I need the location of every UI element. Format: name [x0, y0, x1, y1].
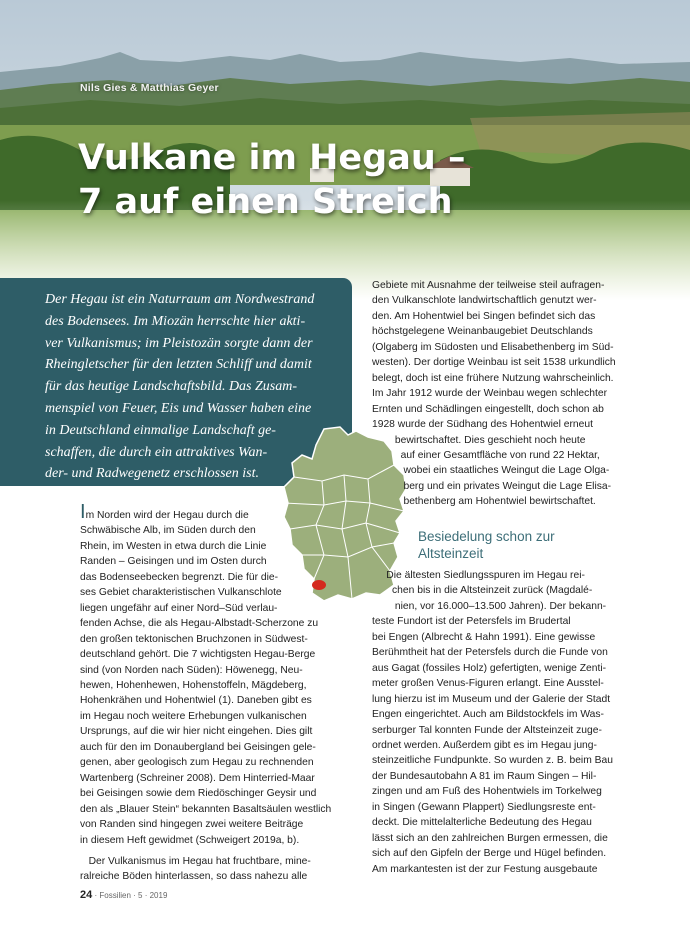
text-line: sind (von Norden nach Süden): Höwenegg, Neu-: [80, 664, 303, 676]
text-line: den als „Blauer Stein“ bekannten Basaltsäulen westlich: [80, 803, 332, 815]
text-line: fenden Achse, die als Hegau-Albstadt-Scherzone zu: [80, 618, 319, 630]
right-column-bottom: [372, 568, 630, 877]
text-line: von Randen sind hingegen zwei weitere Beiträge: [80, 819, 304, 831]
section-heading: [418, 528, 618, 562]
text-line: ralreiche Böden hinterlassen, so dass nahezu alle: [80, 871, 308, 883]
text-line: Ernten und Schädlingen eingestellt, doch schon ab: [372, 403, 604, 415]
text-line: nien, vor 16.000–13.500 Jahren). Der bekann-: [372, 600, 607, 612]
text-line: der Bundesautobahn A 81 im Raum Singen – Hil-: [372, 770, 597, 782]
text-line: 1928 wurde der Südhang des Hohentwiel erneut: [372, 419, 593, 431]
text-line: den Vulkanschlote landwirtschaftlich genutzt wer-: [372, 295, 597, 307]
text-line: auf einer Gesamtfläche von rund 22 Hektar,: [372, 449, 600, 461]
text-line: Engen eingerichtet. Auch am Bildstockfels im Was-: [372, 709, 604, 721]
text-line: ordnet werden. Außerdem gibt es im Hegau jung-: [372, 739, 597, 751]
text-line: auch für den im Donaubergland bei Geisingen gele-: [80, 741, 316, 753]
text-line: hewen, Hohenhewen, Hohenstoffeln, Mägdeberg,: [80, 679, 307, 691]
text-line: (Olgaberg im Südosten und Elisabethenberg im Süd-: [372, 341, 614, 353]
text-line: den. Am Hohentwiel bei Singen befindet sich das: [372, 310, 596, 322]
text-line: ses Gebiet charakteristischen Vulkanschlote: [80, 587, 282, 599]
text-line: in diesem Heft gewidmet (Schweigert 2019a, b).: [80, 834, 300, 846]
text-line: meter großen Venus-Figuren erlangt. Eine Ausstel-: [372, 678, 604, 690]
text-line: belegt, doch ist eine frühere Nutzung wahrscheinlich.: [372, 372, 614, 384]
journal-info: · Fossilien · 5 · 2019: [94, 891, 168, 900]
text-line: berg und ein privates Weingut die Lage Elisa-: [372, 480, 612, 492]
text-line: Gebiete mit Ausnahme der teilweise steil aufragen-: [372, 280, 605, 291]
text-line: zingen und am Fuß des Hohentwiels im Torkelweg: [372, 786, 602, 798]
text-line: aus Gagat (fossiles Holz) gefertigten, wenige Zenti-: [372, 662, 607, 674]
text-line: Hohenkrähen und Hohentwiel (1). Daneben gibt es: [80, 695, 312, 707]
text-line: teste Fundort ist der Petersfels im Brudertal: [372, 616, 571, 628]
text-line: liegen ungefähr auf einer Nord–Süd verlau-: [80, 602, 278, 614]
title-line-1: Vulkane im Hegau –: [78, 138, 466, 178]
text-line: wobei ein staatliches Weingut die Lage Olga-: [372, 465, 610, 477]
text-line: Randen – Geisingen und im Osten durch: [80, 556, 267, 568]
left-column: [80, 501, 335, 885]
text-line: im Hegau noch weitere Erhebungen vulkanischen: [80, 710, 307, 722]
title-line-2: 7 auf einen Streich: [78, 182, 453, 222]
page-number: 24: [80, 889, 93, 901]
text-line: Am markantesten ist der zur Festung ausgebaute: [372, 863, 598, 875]
intro-line: der- und Radwegenetz erschlossen ist.: [45, 466, 259, 482]
text-line: Berühmtheit hat der Petersfels durch die Funde von: [372, 647, 608, 659]
intro-line: schaffen, die durch ein attraktives Wan-: [45, 444, 268, 460]
text-line: deutschland gehört. Die 7 wichtigsten Hegau-Berge: [80, 649, 316, 661]
text-line: höchstgelegene Weinanbaugebiet Deutschlands: [372, 326, 593, 338]
text-line: [80, 501, 335, 523]
intro-line: Rheingletscher für den letzten Schliff und damit: [45, 357, 312, 373]
text-line: bei Engen (Albrecht & Hahn 1991). Eine gewisse: [372, 631, 596, 643]
text-line: chen bis in die Altsteinzeit zurück (Magdalé-: [372, 585, 593, 597]
text-line: Ursprungs, auf die wir hier nicht eingehen. Dies gilt: [80, 726, 313, 738]
text-line: deckt. Die mittelalterliche Bedeutung des Hegau: [372, 817, 592, 829]
intro-line: des Bodensees. Im Miozän herrschte hier akti-: [45, 313, 306, 329]
text-line: bewirtschaftet. Dies geschieht noch heute: [372, 434, 586, 446]
intro-line: Der Hegau ist ein Naturraum am Nordwestrand: [45, 292, 315, 307]
article-title: [78, 136, 465, 224]
intro-line: ver Vulkanismus; im Pleistozän sorgte dann der: [45, 335, 313, 351]
text-line: das Bodenseebecken begrenzt. Die für die-: [80, 571, 279, 583]
intro-line: menspiel von Feuer, Eis und Wasser haben eine: [45, 400, 312, 416]
text-line: Wartenberg (Schreiner 2008). Dem Hinterried-Maar: [80, 772, 315, 784]
page-footer: [80, 889, 167, 901]
authors-line: Nils Gies & Matthias Geyer: [80, 82, 219, 94]
drop-cap: I: [80, 501, 86, 523]
text-line: Rhein, im Westen in etwa durch die Linie: [80, 540, 267, 552]
text-line: genen, aber geologisch zum Hegau zu rechnenden: [80, 757, 314, 769]
text-line: westen). Der dortige Weinbau ist seit 1538 urkundlich: [372, 357, 616, 369]
text-line: bei Geisingen sowie dem Riedöschinger Geysir und: [80, 788, 317, 800]
text-line: Schwäbische Alb, im Süden durch den: [80, 525, 256, 537]
text-line: den großen tektonischen Bruchzonen in Südwest-: [80, 633, 308, 645]
right-column-top: [372, 278, 630, 510]
text-line: in Singen (Gewann Plappert) Siedlungsreste ent-: [372, 801, 596, 813]
text-line: serburger Tal konnten Funde der Altsteinzeit zuge-: [372, 724, 602, 736]
first-line-text: m Norden wird der Hegau durch die: [85, 510, 249, 521]
heading-line-1: Besiedelung schon zur: [418, 529, 555, 544]
text-line: lung hierzu ist im Museum und der Galerie der Stadt: [372, 693, 611, 705]
text-line: Im Jahr 1912 wurde der Weinbau wegen schlechter: [372, 388, 608, 400]
text-line: Der Vulkanismus im Hegau hat fruchtbare, mine-: [80, 855, 311, 867]
text-line: Die ältesten Siedlungsspuren im Hegau rei-: [372, 570, 585, 581]
intro-line: in Deutschland einmalige Landschaft ge-: [45, 422, 276, 438]
text-line: lässt sich an den zahlreichen Burgen ermessen, die: [372, 832, 608, 844]
text-line: sich auf den Gipfeln der Berge und Hügel befinden.: [372, 848, 607, 860]
text-line: bethenberg am Hohentwiel bewirtschaftet.: [372, 496, 596, 508]
intro-line: für das heutige Landschaftsbild. Das Zusam-: [45, 379, 298, 395]
heading-line-2: Altsteinzeit: [418, 546, 484, 561]
text-line: steinzeitliche Fundpunkte. So wurden z. B. beim Bau: [372, 755, 613, 767]
